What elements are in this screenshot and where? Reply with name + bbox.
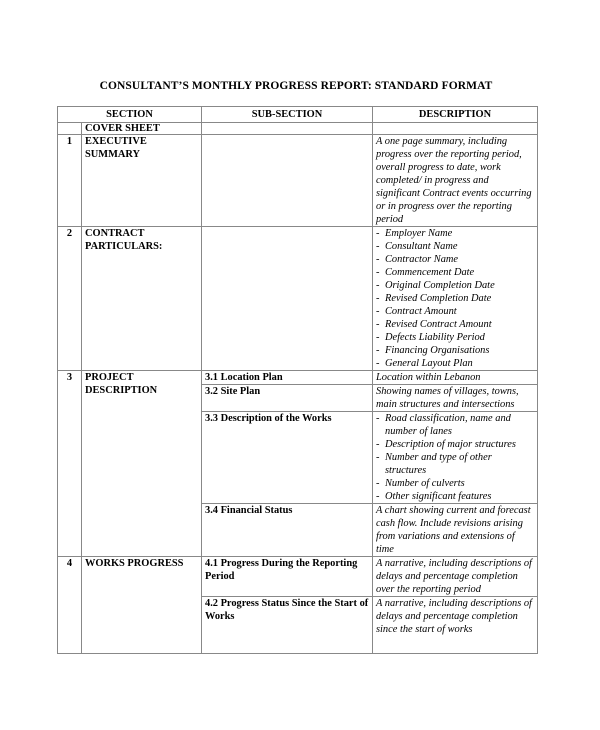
section-4-number: 4 bbox=[58, 557, 82, 654]
list-item: - Financing Organisations bbox=[376, 344, 534, 357]
section-2-description bbox=[373, 227, 538, 371]
subsection-3-4-name: 3.4 Financial Status bbox=[202, 504, 373, 557]
subsection-3-2-name: 3.2 Site Plan bbox=[202, 385, 373, 412]
list-item: - Consultant Name bbox=[376, 240, 534, 253]
subsection-3-3-name: 3.3 Description of the Works bbox=[202, 412, 373, 504]
section-4-name: WORKS PROGRESS bbox=[82, 557, 202, 654]
list-item: - Description of major structures bbox=[376, 438, 534, 451]
list-item: - Number of culverts bbox=[376, 477, 534, 490]
section-1-name: EXECUTIVE SUMMARY bbox=[82, 135, 202, 227]
table-row-section-2 bbox=[58, 227, 538, 371]
subsection-4-1-name: 4.1 Progress During the Reporting Period bbox=[202, 557, 373, 597]
document-title: CONSULTANT’S MONTHLY PROGRESS REPORT: STANDARD FORMAT bbox=[99, 80, 493, 92]
section-3-number: 3 bbox=[58, 371, 82, 557]
works-description-list bbox=[376, 412, 534, 503]
subsection-4-2-description: A narrative, including descriptions of delays and percentage completion since the start of works bbox=[373, 597, 538, 654]
section-2-number: 2 bbox=[58, 227, 82, 371]
cover-sheet-label: COVER SHEET bbox=[82, 123, 202, 135]
table-row-section-4-1 bbox=[58, 557, 538, 597]
subsection-3-4-description: A chart showing current and forecast cash flow. Include revisions arising from variations and extensions of time bbox=[373, 504, 538, 557]
subsection-3-2-description: Showing names of villages, towns, main structures and intersections bbox=[373, 385, 538, 412]
list-item: - Road classification, name and number of lanes bbox=[376, 412, 534, 438]
header-section: SECTION bbox=[58, 107, 202, 123]
contract-particulars-list bbox=[376, 227, 534, 370]
section-2-name: CONTRACT PARTICULARS: bbox=[82, 227, 202, 371]
report-format-table bbox=[57, 106, 538, 654]
list-item: - Contractor Name bbox=[376, 253, 534, 266]
cover-subsection-cell bbox=[202, 123, 373, 135]
list-item: - Contract Amount bbox=[376, 305, 534, 318]
cover-number-cell bbox=[58, 123, 82, 135]
list-item: - Defects Liability Period bbox=[376, 331, 534, 344]
section-1-subsection bbox=[202, 135, 373, 227]
table-row-section-3-1 bbox=[58, 371, 538, 385]
list-item: - Other significant features bbox=[376, 490, 534, 503]
subsection-3-3-description bbox=[373, 412, 538, 504]
list-item: - Employer Name bbox=[376, 227, 534, 240]
subsection-4-1-description: A narrative, including descriptions of delays and percentage completion over the reporting period bbox=[373, 557, 538, 597]
list-item: - Revised Contract Amount bbox=[376, 318, 534, 331]
list-item: - Original Completion Date bbox=[376, 279, 534, 292]
list-item: - Commencement Date bbox=[376, 266, 534, 279]
subsection-4-2-name: 4.2 Progress Status Since the Start of Works bbox=[202, 597, 373, 654]
list-item: - Revised Completion Date bbox=[376, 292, 534, 305]
table-row-section-1 bbox=[58, 135, 538, 227]
subsection-3-1-description: Location within Lebanon bbox=[373, 371, 538, 385]
section-1-number: 1 bbox=[58, 135, 82, 227]
header-description: DESCRIPTION bbox=[373, 107, 538, 123]
cover-description-cell bbox=[373, 123, 538, 135]
list-item: - Number and type of other structures bbox=[376, 451, 534, 477]
section-3-name: PROJECT DESCRIPTION bbox=[82, 371, 202, 557]
subsection-3-1-name: 3.1 Location Plan bbox=[202, 371, 373, 385]
header-subsection: SUB-SECTION bbox=[202, 107, 373, 123]
section-2-subsection bbox=[202, 227, 373, 371]
section-1-description: A one page summary, including progress over the reporting period, overall progress to date, work completed/ in progress and significant Contract events occurring or in progress over the reporting period bbox=[373, 135, 538, 227]
table-header-row bbox=[58, 107, 538, 123]
list-item: - General Layout Plan bbox=[376, 357, 534, 370]
table-row-cover-sheet bbox=[58, 123, 538, 135]
